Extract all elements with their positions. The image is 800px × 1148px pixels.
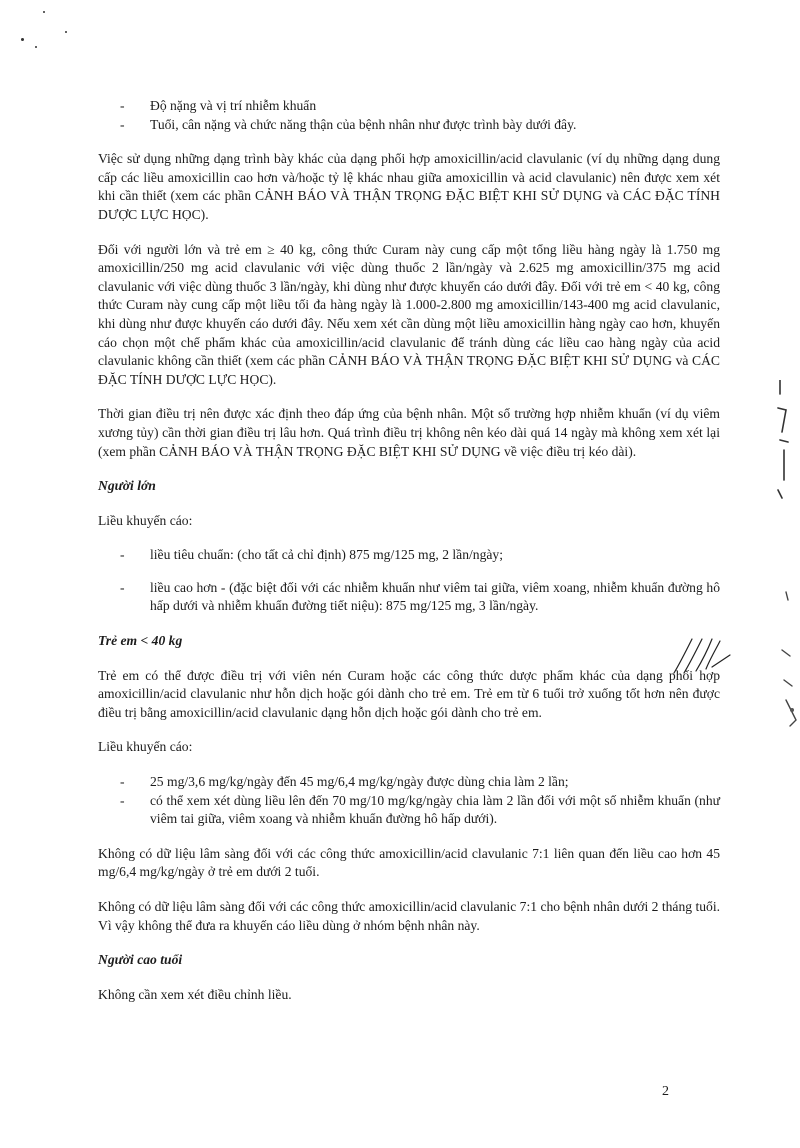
scan-speck [21, 38, 24, 41]
list-item: - Tuổi, cân nặng và chức năng thận của bệnh nhân như được trình bày dưới đây. [98, 116, 720, 135]
bullet-list-adult-doses [98, 546, 720, 616]
scan-speck [43, 11, 45, 13]
bullet-list-child-doses [98, 773, 720, 829]
scan-speck [65, 31, 67, 33]
paragraph-elderly: Không cần xem xét điều chỉnh liều. [98, 986, 292, 1002]
list-item: - có thể xem xét dùng liều lên đến 70 mg/10 mg/kg/ngày chia làm 2 lần đối với một số nhiễm khuẩn (như viêm tai giữa, viêm xoang và nhiễm khuẩn đường hô hấp dưới). [98, 792, 720, 829]
margin-scan-artifact [776, 590, 798, 730]
paragraph-no-data-high-dose: Không có dữ liệu lâm sàng đối với các công thức amoxicillin/acid clavulanic 7:1 liên quan đến liều cao hơn 45 mg/6,4 mg/kg/ngày ở trẻ em dưới 2 tuổi. [98, 845, 720, 880]
list-item: - 25 mg/3,6 mg/kg/ngày đến 45 mg/6,4 mg/kg/ngày được dùng chia làm 2 lần; [98, 773, 720, 792]
paragraph-daily-dose: Đối với người lớn và trẻ em ≥ 40 kg, công thức Curam này cung cấp một tổng liều hàng ngày là 1.750 mg amoxicillin/250 mg acid clavulanic với việc dùng thuốc 2 lần/ngày và 2.625 mg amoxicillin/375 mg acid clavulanic với việc dùng thuốc 3 lần/ngày, khi dùng như được khuyến cáo dưới đây. Đối với trẻ em < 40 kg, công thức Curam này cung cấp một liều tối đa hàng ngày là 1.000-2.800 mg amoxicillin/143-400 mg acid clavulanic, khi dùng như được khuyến cáo dưới đây. Nếu xem xét cần dùng một liều amoxicillin hàng ngày cao hơn, khuyến cáo chọn một chế phẩm khác của amoxicillin/acid clavulanic để tránh dùng các liều cao hàng ngày của acid clavulanic không cần thiết (xem các phần CẢNH BÁO VÀ THẬN TRỌNG ĐẶC BIỆT KHI SỬ DỤNG và CÁC ĐẶC TÍNH DƯỢC LỰC HỌC). [98, 241, 720, 387]
paragraph-treatment-duration: Thời gian điều trị nên được xác định theo đáp ứng của bệnh nhân. Một số trường hợp nhiễm khuẩn (ví dụ viêm xương tủy) cần thời gian điều trị lâu hơn. Quá trình điều trị không nên kéo dài quá 14 ngày mà không xem xét lại (xem phần CẢNH BÁO VÀ THẬN TRỌNG ĐẶC BIỆT KHI SỬ DỤNG về việc điều trị kéo dài). [98, 406, 720, 459]
page-number: 2 [662, 1084, 669, 1099]
heading-adults: Người lớn [98, 478, 156, 494]
signature-initials [672, 633, 732, 677]
scan-speck [35, 46, 37, 48]
list-item: - liều cao hơn - (đặc biệt đối với các nhiễm khuẩn như viêm tai giữa, viêm xoang, nhiễm khuẩn đường hô hấp dưới và nhiễm khuẩn đường tiết niệu): 875 mg/125 mg, 3 lần/ngày. [98, 579, 720, 616]
margin-stamp-mark [774, 380, 796, 500]
document-body [98, 97, 720, 1020]
bullet-list-factors [98, 97, 720, 134]
heading-elderly: Người cao tuổi [98, 952, 183, 968]
list-item: - liều tiêu chuẩn: (cho tất cả chỉ định) 875 mg/125 mg, 2 lần/ngày; [98, 546, 720, 565]
paragraph-children: Trẻ em có thể được điều trị với viên nén Curam hoặc các công thức dược phẩm khác của dạng phối hợp amoxicillin/acid clavulanic như hỗn dịch hoặc gói dành cho trẻ em. Trẻ em từ 6 tuổi trở xuống tốt hơn nên được điều trị bằng amoxicillin/acid clavulanic dạng hỗn dịch hoặc gói dành cho trẻ em. [98, 667, 720, 720]
heading-children: Trẻ em < 40 kg [98, 633, 183, 649]
paragraph-no-data-infants: Không có dữ liệu lâm sàng đối với các công thức amoxicillin/acid clavulanic 7:1 cho bệnh nhân dưới 2 tháng tuổi. Vì vậy không thể đưa ra khuyến cáo liều dùng ở nhóm bệnh nhân này. [98, 899, 720, 933]
list-item: - Độ nặng và vị trí nhiễm khuẩn [98, 97, 720, 116]
label-recommended-dose-adults: Liều khuyến cáo: [98, 512, 193, 528]
label-recommended-dose-children: Liều khuyến cáo: [98, 739, 193, 755]
paragraph-other-presentations: Việc sử dụng những dạng trình bày khác của dạng phối hợp amoxicillin/acid clavulanic (ví dụ những dạng dung cấp các liều amoxicillin cao hơn và/hoặc tỷ lệ khác nhau giữa amoxicillin và acid clavulanic) nên được xem xét khi cần thiết (xem các phần CẢNH BÁO VÀ THẬN TRỌNG ĐẶC BIỆT KHI SỬ DỤNG và CÁC ĐẶC TÍNH DƯỢC LỰC HỌC). [98, 151, 720, 222]
